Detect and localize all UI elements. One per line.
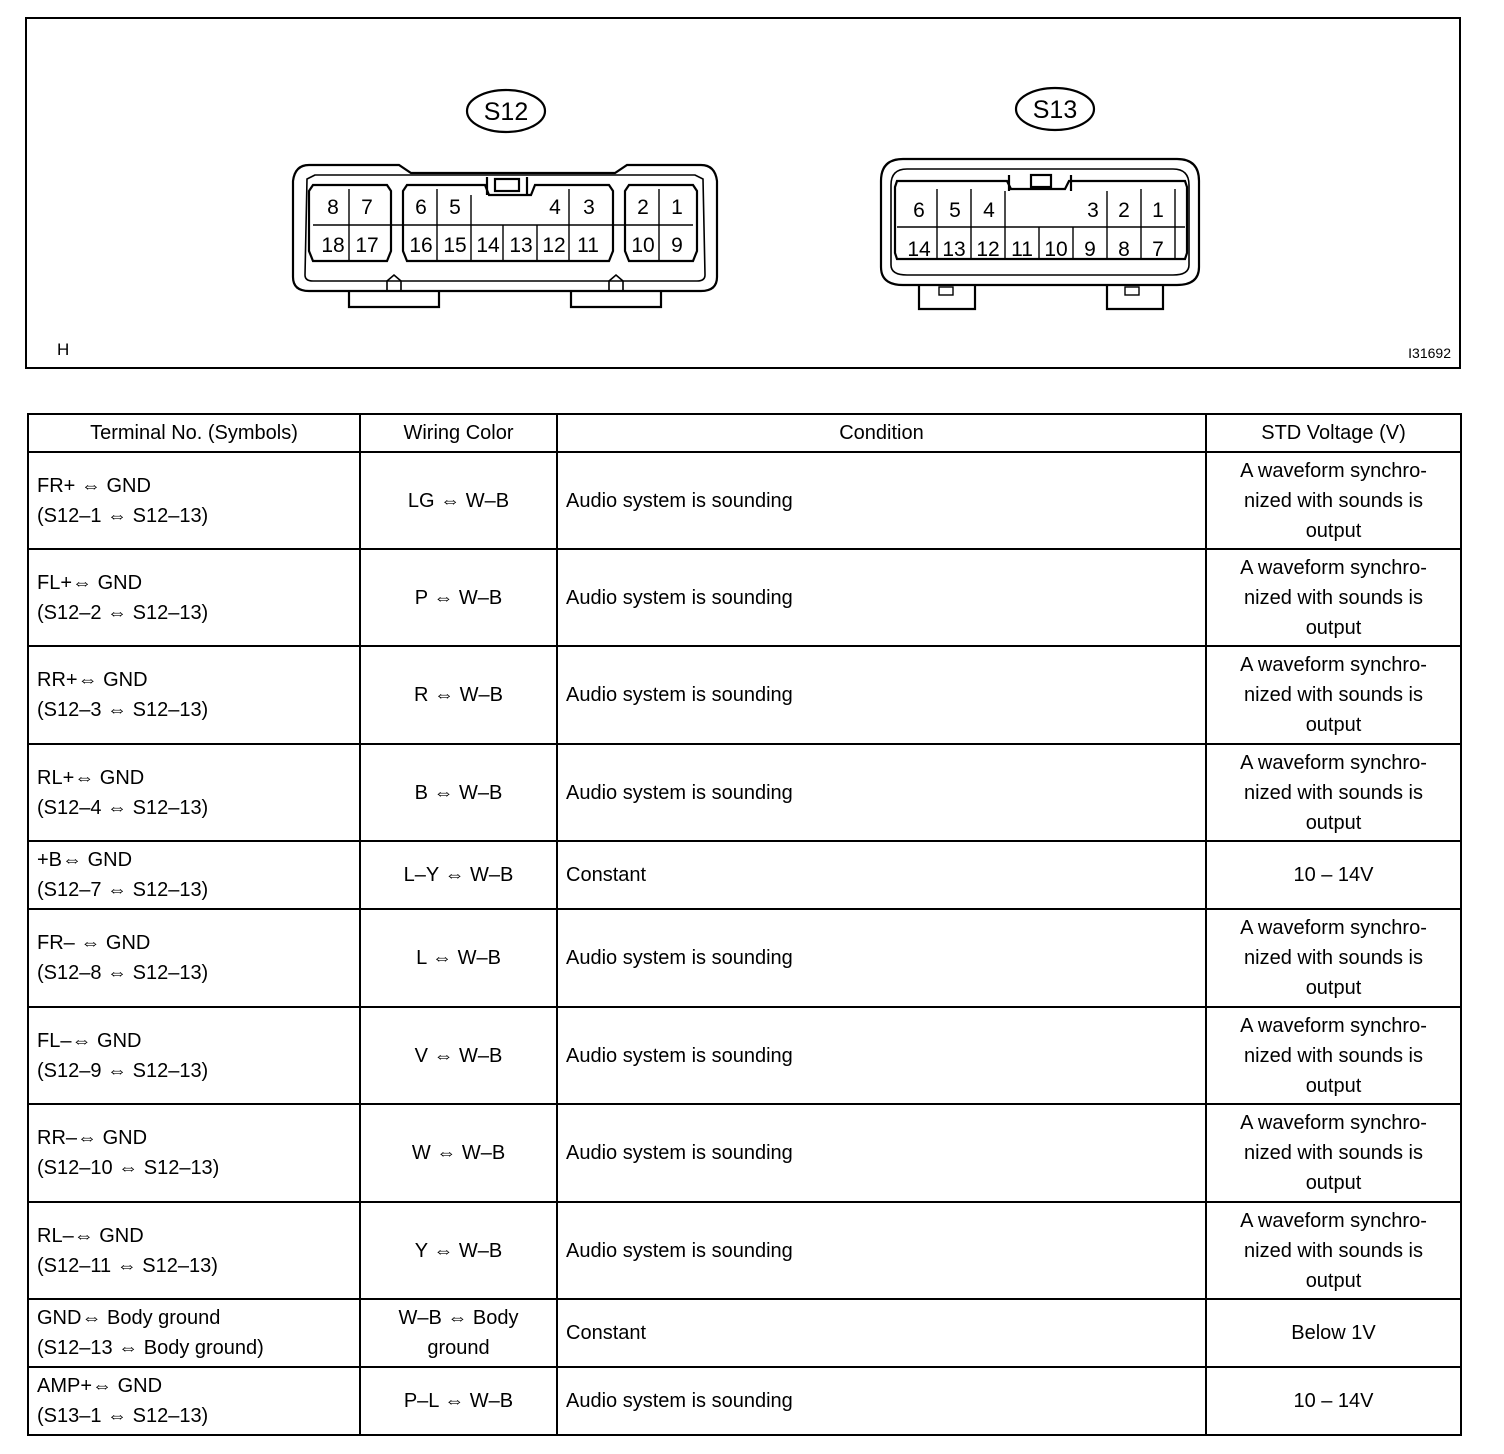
voltage-cell-line: output: [1305, 1074, 1362, 1097]
condition-cell: Audio system is sounding: [557, 1104, 1206, 1202]
table-row: [28, 1202, 1461, 1299]
terminal-cell-line: (S12–1 ⇔ S12–13): [37, 504, 209, 527]
terminal-cell: [28, 909, 360, 1007]
s13-pin: 4: [983, 199, 995, 222]
voltage-cell-line: output: [1305, 811, 1362, 834]
voltage-cell-line: A waveform synchro-: [1240, 917, 1427, 939]
terminal-cell: [28, 646, 360, 744]
voltage-cell: [1206, 1104, 1461, 1202]
terminal-cell-line: (S12–11 ⇔ S12–13): [37, 1254, 218, 1277]
voltage-cell-line: nized with sounds is: [1244, 1142, 1423, 1164]
connector-diagram-svg: [27, 19, 1459, 367]
terminal-cell-line: (S12–7 ⇔ S12–13): [37, 879, 209, 901]
terminal-spec-table: [27, 413, 1462, 1436]
terminal-cell-line: FL–⇔ GND: [37, 1029, 142, 1052]
wiring-color-cell-line: P ⇔ W–B: [414, 586, 503, 609]
terminal-cell-line: (S13–1 ⇔ S12–13): [37, 1405, 209, 1427]
connector-diagram: [25, 17, 1461, 369]
header-terminal: Terminal No. (Symbols): [28, 414, 360, 452]
figure-id: I31692: [1408, 345, 1451, 361]
wiring-color-cell: [360, 1202, 557, 1299]
voltage-cell: [1206, 1299, 1461, 1367]
s12-pin: 15: [443, 234, 467, 257]
terminal-cell-line: (S12–2 ⇔ S12–13): [37, 601, 209, 624]
s12-pin: 2: [637, 196, 649, 219]
s12-pin: 16: [409, 234, 433, 257]
terminal-cell: [28, 1299, 360, 1367]
header-wiring-color: Wiring Color: [360, 414, 557, 452]
wiring-color-cell-line: Y ⇔ W–B: [414, 1239, 503, 1262]
voltage-cell-line: output: [1305, 616, 1362, 639]
voltage-cell-line: 10 – 14V: [1293, 864, 1374, 886]
wiring-color-cell: [360, 549, 557, 646]
condition-cell: Audio system is sounding: [557, 1202, 1206, 1299]
s12-pin: 17: [355, 234, 379, 257]
voltage-cell: [1206, 744, 1461, 841]
terminal-cell-line: (S12–4 ⇔ S12–13): [37, 796, 209, 819]
table-row: [28, 909, 1461, 1007]
voltage-cell-line: A waveform synchro-: [1240, 459, 1427, 482]
wiring-color-cell: [360, 909, 557, 1007]
s13-housing: [881, 159, 1199, 285]
table-row: [28, 744, 1461, 841]
voltage-cell-line: A waveform synchro-: [1240, 1014, 1427, 1037]
s13-pin: 12: [976, 238, 1000, 261]
voltage-cell: [1206, 549, 1461, 646]
terminal-cell-line: +B⇔ GND: [37, 849, 133, 871]
s12-pin: 11: [577, 234, 599, 257]
header-condition: Condition: [557, 414, 1206, 452]
terminal-cell-line: (S12–3 ⇔ S12–13): [37, 699, 209, 721]
terminal-cell-line: AMP+⇔ GND: [37, 1375, 163, 1397]
wiring-color-cell-line: V ⇔ W–B: [414, 1044, 503, 1067]
voltage-cell-line: 10 – 14V: [1293, 1390, 1374, 1412]
s13-pin: 3: [1087, 199, 1099, 222]
condition-cell: Audio system is sounding: [557, 646, 1206, 744]
wiring-color-cell-line: W–B ⇔ Body: [398, 1307, 519, 1329]
voltage-cell: [1206, 909, 1461, 1007]
wiring-color-cell-line: B ⇔ W–B: [414, 781, 503, 804]
table-row: [28, 1367, 1461, 1435]
wiring-color-cell-line: ground: [427, 1337, 490, 1359]
s13-pin: 9: [1084, 238, 1096, 261]
wiring-color-cell: [360, 1007, 557, 1104]
terminal-cell: [28, 744, 360, 841]
terminal-cell-line: (S12–9 ⇔ S12–13): [37, 1059, 209, 1082]
wiring-color-cell: [360, 1367, 557, 1435]
voltage-cell-line: nized with sounds is: [1244, 781, 1423, 804]
terminal-cell: [28, 1007, 360, 1104]
voltage-cell: [1206, 1367, 1461, 1435]
s13-pin: 11: [1011, 238, 1033, 261]
wiring-color-cell: [360, 1299, 557, 1367]
wiring-color-cell: [360, 452, 557, 549]
table-row: [28, 1007, 1461, 1104]
table-row: [28, 1299, 1461, 1367]
voltage-cell-line: A waveform synchro-: [1240, 556, 1427, 579]
wiring-color-cell-line: L ⇔ W–B: [416, 947, 501, 969]
s13-pin: 2: [1118, 199, 1130, 222]
terminal-cell-line: GND⇔ Body ground: [37, 1307, 221, 1329]
condition-cell: Constant: [557, 1299, 1206, 1367]
voltage-cell-line: nized with sounds is: [1244, 586, 1423, 609]
terminal-cell: [28, 1104, 360, 1202]
s12-pin: 3: [583, 196, 595, 219]
voltage-cell-line: A waveform synchro-: [1240, 1112, 1427, 1134]
wiring-color-cell-line: P–L ⇔ W–B: [403, 1390, 514, 1412]
voltage-cell: [1206, 646, 1461, 744]
wiring-color-cell-line: LG ⇔ W–B: [407, 489, 510, 512]
voltage-cell-line: A waveform synchro-: [1240, 1209, 1427, 1232]
terminal-cell-line: FL+⇔ GND: [37, 571, 143, 594]
voltage-cell-line: A waveform synchro-: [1240, 751, 1427, 774]
voltage-cell: [1206, 841, 1461, 909]
s12-pin: 13: [509, 234, 533, 257]
voltage-cell-line: output: [1305, 977, 1362, 999]
s13-pin: 1: [1152, 199, 1164, 222]
condition-cell: Audio system is sounding: [557, 1367, 1206, 1435]
s13-key: [1031, 175, 1051, 187]
s13-pin: 13: [942, 238, 966, 261]
voltage-cell-line: output: [1305, 519, 1362, 542]
wiring-color-cell-line: R ⇔ W–B: [414, 684, 503, 706]
wiring-color-cell: [360, 744, 557, 841]
terminal-cell-line: FR+ ⇔ GND: [37, 474, 151, 497]
condition-cell: Audio system is sounding: [557, 909, 1206, 1007]
terminal-cell-line: (S12–8 ⇔ S12–13): [37, 962, 209, 984]
s13-pin: 8: [1118, 238, 1130, 261]
condition-cell: Audio system is sounding: [557, 1007, 1206, 1104]
s12-pin: 5: [449, 196, 461, 219]
voltage-cell: [1206, 1007, 1461, 1104]
table-row: [28, 841, 1461, 909]
header-std-voltage: STD Voltage (V): [1206, 414, 1461, 452]
voltage-cell-line: Below 1V: [1291, 1322, 1376, 1344]
wiring-color-cell: [360, 646, 557, 744]
voltage-cell-line: nized with sounds is: [1244, 684, 1423, 706]
corner-label: H: [57, 340, 70, 359]
table-row: [28, 452, 1461, 549]
terminal-cell: [28, 1202, 360, 1299]
condition-cell: Constant: [557, 841, 1206, 909]
s12-pin: 6: [415, 196, 427, 219]
voltage-cell-line: nized with sounds is: [1244, 947, 1423, 969]
s13-pin: 10: [1044, 238, 1068, 261]
voltage-cell-line: output: [1305, 1172, 1362, 1194]
wiring-color-cell-line: W ⇔ W–B: [411, 1142, 506, 1164]
voltage-cell-line: nized with sounds is: [1244, 489, 1423, 512]
terminal-cell: [28, 549, 360, 646]
voltage-cell-line: output: [1305, 714, 1362, 736]
condition-cell: Audio system is sounding: [557, 549, 1206, 646]
s12-pin: 12: [542, 234, 566, 257]
terminal-cell-line: RR–⇔ GND: [37, 1127, 148, 1149]
condition-cell: Audio system is sounding: [557, 744, 1206, 841]
table-row: [28, 549, 1461, 646]
s13-pin: 7: [1152, 238, 1164, 261]
s12-pin: 10: [631, 234, 655, 257]
table-header-row: [28, 414, 1461, 452]
s12-pin: 14: [476, 234, 500, 257]
voltage-cell-line: A waveform synchro-: [1240, 654, 1427, 676]
terminal-cell-line: RL+⇔ GND: [37, 766, 145, 789]
voltage-cell-line: nized with sounds is: [1244, 1239, 1423, 1262]
voltage-cell-line: output: [1305, 1269, 1362, 1292]
s12-pin: 8: [327, 196, 339, 219]
table-row: [28, 646, 1461, 744]
s13-pin: 14: [907, 238, 931, 261]
wiring-color-cell: [360, 841, 557, 909]
wiring-color-cell: [360, 1104, 557, 1202]
s12-pin: 7: [361, 196, 373, 219]
s12-pin: 1: [671, 196, 683, 219]
terminal-cell: [28, 1367, 360, 1435]
terminal-cell-line: (S12–10 ⇔ S12–13): [37, 1157, 220, 1179]
terminal-cell-line: RL–⇔ GND: [37, 1224, 144, 1247]
terminal-cell-line: RR+⇔ GND: [37, 669, 148, 691]
voltage-cell: [1206, 452, 1461, 549]
s12-pin: 18: [321, 234, 345, 257]
s13-pin: 5: [949, 199, 961, 222]
terminal-cell: [28, 841, 360, 909]
s12-label: S12: [483, 98, 529, 126]
s13-pin: 6: [913, 199, 925, 222]
wiring-color-cell-line: L–Y ⇔ W–B: [403, 864, 514, 886]
s12-key: [495, 179, 519, 191]
voltage-cell-line: nized with sounds is: [1244, 1044, 1423, 1067]
s13-label: S13: [1032, 96, 1078, 124]
terminal-cell-line: FR– ⇔ GND: [37, 932, 151, 954]
s12-pin: 4: [549, 196, 561, 219]
voltage-cell: [1206, 1202, 1461, 1299]
table-row: [28, 1104, 1461, 1202]
condition-cell: Audio system is sounding: [557, 452, 1206, 549]
terminal-cell: [28, 452, 360, 549]
s12-pin: 9: [671, 234, 683, 257]
terminal-cell-line: (S12–13 ⇔ Body ground): [37, 1337, 264, 1359]
